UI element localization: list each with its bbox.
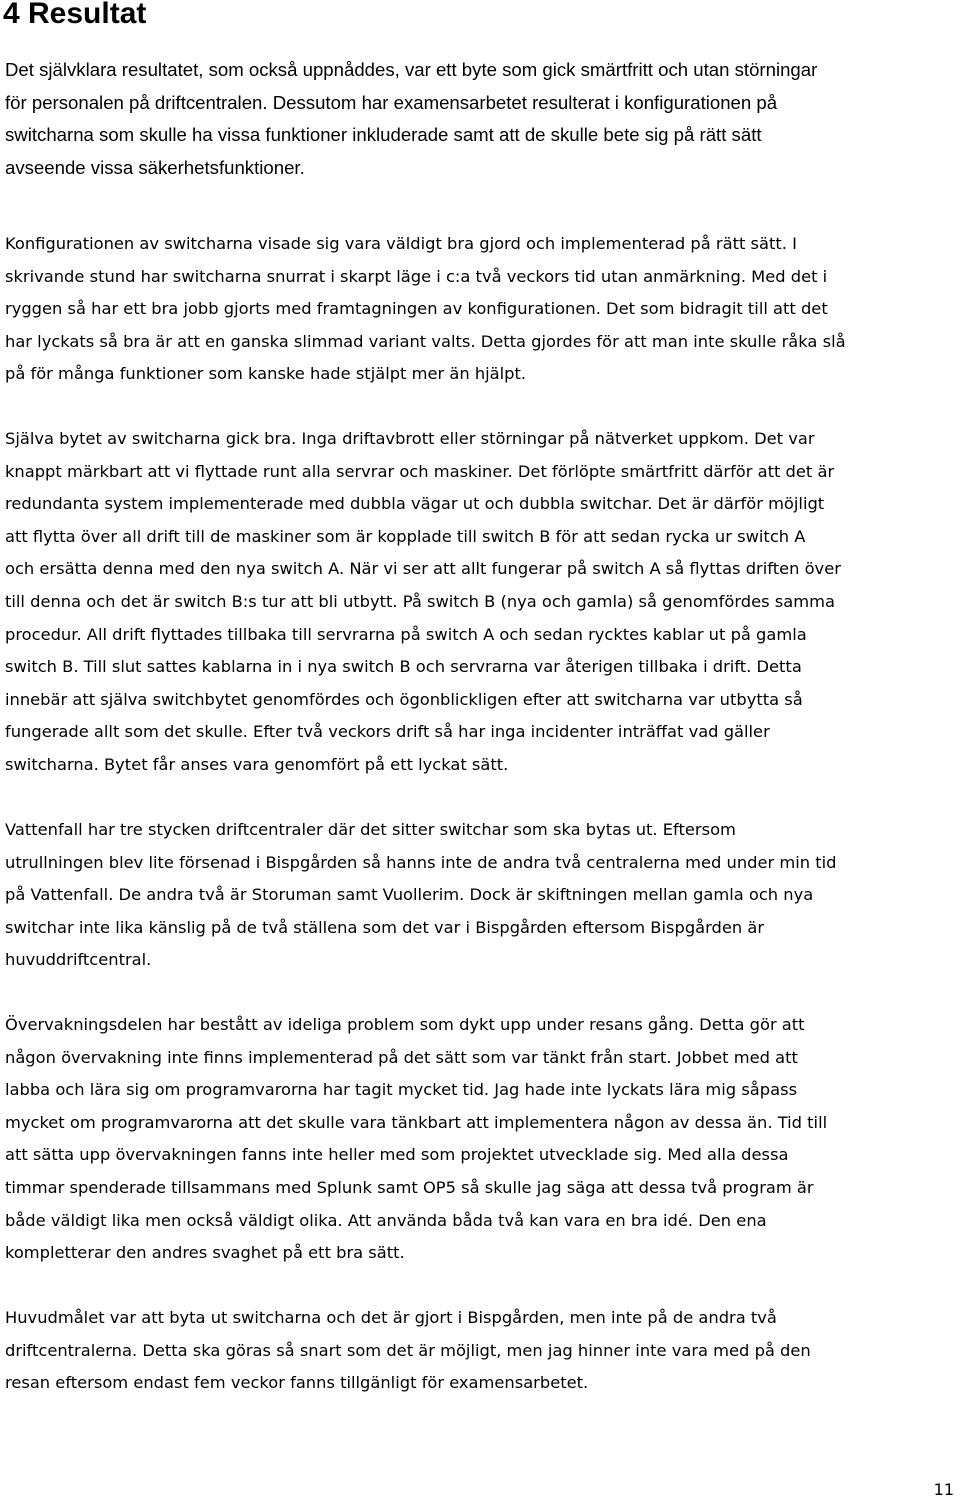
text-line: utrullningen blev lite försenad i Bispgården så hanns inte de andra två centralerna med under min tid [5, 852, 837, 872]
text-line: både väldigt lika men också väldigt olika. Att använda båda två kan vara en bra idé. Den ena [5, 1210, 767, 1230]
text-line: knappt märkbart att vi flyttade runt alla servrar och maskiner. Det förlöpte smärtfritt därför att det är [5, 461, 835, 481]
text-line: redundanta system implementerade med dubbla vägar ut och dubbla switchar. Det är därför möjligt [5, 494, 825, 514]
text-line: för personalen på driftcentralen. Dessutom har examensarbetet resulterat i konfigurationen på [5, 91, 778, 113]
text-line: Konfigurationen av switcharna visade sig vara väldigt bra gjord och implementerad på rätt sätt. I [5, 234, 797, 253]
text-line: ryggen så har ett bra jobb gjorts med framtagningen av konfigurationen. Det som bidragit till att det [5, 299, 828, 319]
text-line: någon övervakning inte finns implementerad på det sätt som var tänkt från start. Jobbet med att [5, 1047, 798, 1067]
text-line: labba och lära sig om programvarorna har tagit mycket tid. Jag hade inte lyckats lära mig såpass [5, 1080, 798, 1100]
paragraph-switch-replacement [5, 423, 841, 782]
text-line: switch B. Till slut sattes kablarna in i nya switch B och servrarna var återigen tillbaka i drift. Detta [5, 657, 802, 677]
text-line: har lyckats så bra är att en ganska slimmad variant valts. Detta gjordes för att man inte skulle råka slå [5, 331, 846, 351]
text-line: Huvudmålet var att byta ut switcharna och det är gjort i Bispgården, men inte på de andra två [5, 1308, 777, 1327]
text-line: att flytta över all drift till de maskiner som är kopplade till switch B för att sedan rycka ur switch A [5, 526, 806, 546]
text-line: fungerade allt som det skulle. Efter två veckors drift så har inga incidenter inträffat vad gäller [5, 722, 770, 742]
text-line: Övervakningsdelen har bestått av ideliga problem som dykt upp under resans gång. Detta gör att [5, 1015, 805, 1034]
paragraph-main-goal [5, 1302, 811, 1400]
text-line: skrivande stund har switcharna snurrat i skarpt läge i c:a två veckors tid utan anmärkning. Med det i [5, 266, 828, 286]
text-line: Vattenfall har tre stycken driftcentraler där det sitter switchar som ska bytas ut. Eftersom [5, 820, 736, 839]
text-line: switchar inte lika känslig på de två ställena som det var i Bispgården eftersom Bispgården är [5, 917, 765, 937]
paragraph-results-intro [5, 54, 817, 184]
text-line: Det självklara resultatet, som också uppnåddes, var ett byte som gick smärtfritt och utan störningar [5, 59, 818, 80]
text-line: resan eftersom endast fem veckor fanns tillgänligt för examensarbetet. [5, 1373, 589, 1393]
text-line: driftcentralerna. Detta ska göras så snart som det är möjligt, men jag hinner inte vara med på den [5, 1340, 811, 1360]
text-line: kompletterar den andres svaghet på ett bra sätt. [5, 1243, 405, 1263]
paragraph-configuration [5, 228, 846, 391]
text-line: timmar spenderade tillsammans med Splunk samt OP5 så skulle jag säga att dessa två program är [5, 1177, 814, 1197]
text-line: huvuddriftcentral. [5, 950, 152, 970]
text-line: switcharna som skulle ha vissa funktioner inkluderade samt att de skulle bete sig på rätt sätt [5, 124, 762, 146]
text-line: mycket om programvarorna att det skulle vara tänkbart att implementera någon av dessa än. Tid till [5, 1112, 828, 1132]
page-number: 11 [933, 1480, 954, 1499]
text-line: att sätta upp övervakningen fanns inte heller med som projektet utvecklade sig. Med alla dessa [5, 1145, 789, 1165]
paragraph-monitoring [5, 1009, 827, 1270]
text-line: procedur. All drift flyttades tillbaka till servrarna på switch A och sedan rycktes kablar ut på gamla [5, 624, 807, 644]
text-line: Själva bytet av switcharna gick bra. Inga driftavbrott eller störningar på nätverket uppkom. Det var [5, 429, 815, 448]
text-line: på för många funktioner som kanske hade stjälpt mer än hjälpt. [5, 364, 527, 384]
text-line: avseende vissa säkerhetsfunktioner. [5, 156, 305, 178]
text-line: till denna och det är switch B:s tur att bli utbytt. På switch B (nya och gamla) så genomfördes samma [5, 591, 835, 611]
text-line: switcharna. Bytet får anses vara genomfört på ett lyckat sätt. [5, 754, 509, 774]
text-line: innebär att själva switchbytet genomfördes och ögonblickligen efter att switcharna var utbytta så [5, 689, 803, 709]
text-line: på Vattenfall. De andra två är Storuman samt Vuollerim. Dock är skiftningen mellan gamla och nya [5, 885, 814, 905]
text-line: och ersätta denna med den nya switch A. När vi ser att allt fungerar på switch A så flyttas driften över [5, 559, 841, 579]
paragraph-drift-centrals [5, 814, 837, 977]
section-heading: 4 Resultat [3, 0, 147, 30]
